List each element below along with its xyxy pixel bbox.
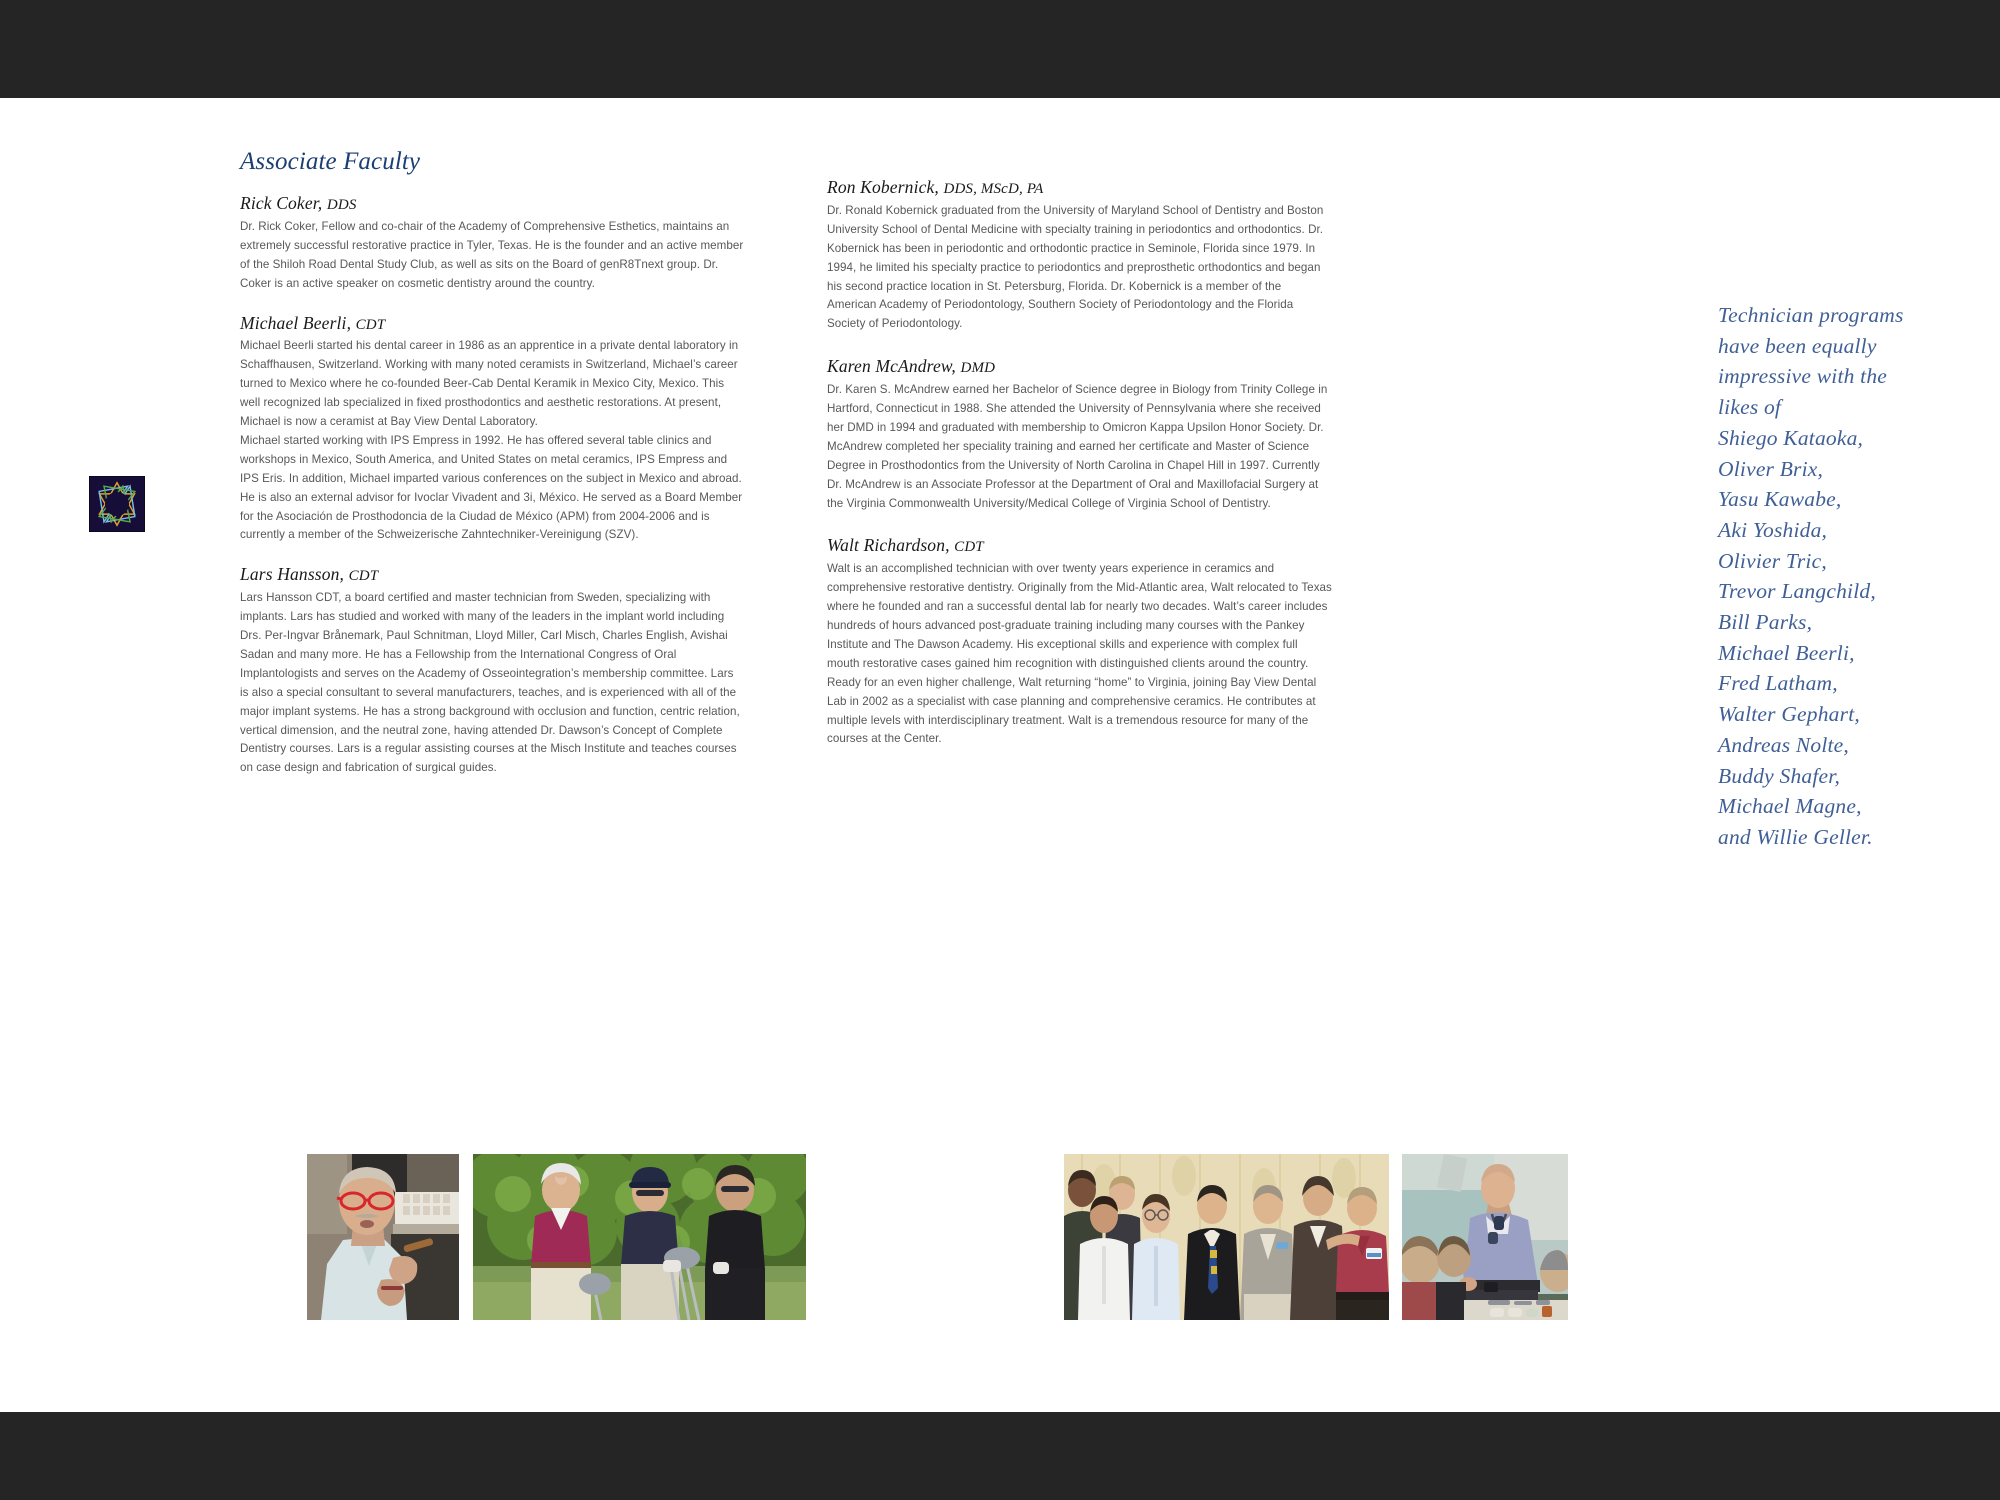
bio-karen-mcandrew xyxy=(827,356,1332,513)
bio-michael-beerli xyxy=(240,313,745,546)
photo-workshop-demo xyxy=(1402,1154,1568,1320)
bio-paragraph: Walt is an accomplished technician with over twenty years experience in ceramics and comprehensive restorative dentistry. Originally from the Mid-Atlantic area, Walt relocated to Texas where he founded and ran a successful dental lab for nearly two decades. Walt’s career includes hundreds of hours advanced post-graduate training including many courses with the Pankey Institute and The Dawson Academy. His exceptional skills and experience with complex full mouth restorative cases gained him recognition with distinguished clients around the country. Ready for an even higher challenge, Walt returning “home” to Virginia, joining Bay View Dental Lab in 2002 as a specialist with case planning and comprehensive ceramics. He contributes at multiple levels with interdisciplinary treatment. Walt is a tremendous resource for many of the courses at the Center. xyxy=(827,562,1332,746)
pullquote-name: Michael Beerli, xyxy=(1718,640,1855,665)
bio-name xyxy=(827,177,1332,199)
pullquote-line: likes of xyxy=(1718,395,1782,420)
pullquote-name: Olivier Tric, xyxy=(1718,548,1827,573)
bio-name xyxy=(240,193,745,215)
pullquote-name: Oliver Brix, xyxy=(1718,456,1824,481)
bio-name xyxy=(240,313,745,335)
bio-ron-kobernick xyxy=(827,177,1332,334)
bio-credentials: CDT xyxy=(954,539,984,556)
star-burst-logo xyxy=(89,476,145,532)
pullquote-name: and Willie Geller. xyxy=(1718,824,1873,849)
bio-credentials: DDS xyxy=(326,197,357,213)
bio-credentials: CDT xyxy=(355,316,386,333)
bio-credentials: DMD xyxy=(960,360,996,377)
bio-name xyxy=(827,535,1332,557)
bio-person-name: Walt Richardson, xyxy=(827,535,950,556)
bio-paragraph: Michael Beerli started his dental career in 1986 as an apprentice in a private dental laboratory in Schaffhausen, Switzerland. Working with many noted ceramists in Switzerland, Michael’s career turned to Mexico where he co-founded Beer-Cab Dental Keramik in Mexico City, Mexico. This well recognized lab specialized in fixed prosthodontics and aesthetic restorations. At present, Michael is now a ceramist at Bay View Dental Laboratory. xyxy=(240,339,739,428)
bio-person-name: Ron Kobernick, xyxy=(827,177,939,197)
bio-person-name: Michael Beerli, xyxy=(240,312,352,333)
pullquote-name: Buddy Shafer, xyxy=(1718,763,1841,788)
page-sheet xyxy=(0,98,2000,1412)
pullquote-line: have been equally xyxy=(1718,333,1877,358)
bio-credentials: CDT xyxy=(348,568,379,585)
bio-paragraph: Dr. Rick Coker, Fellow and co-chair of the Academy of Comprehensive Esthetics, maintains an extremely successful restorative practice in Tyler, Texas. He is the founder and an active member of the Shiloh Road Dental Study Club, as well as sits on the Board of genR8Tnext group. Dr. Coker is an active speaker on cosmetic dentistry around the country. xyxy=(240,219,744,290)
bio-body xyxy=(827,202,1332,334)
left-text-column xyxy=(240,148,745,778)
bio-walt-richardson xyxy=(827,535,1332,749)
bio-paragraph: Dr. Ronald Kobernick graduated from the University of Maryland School of Dentistry and Boston University School of Dental Medicine with specialty training in periodontics and orthodontics. Dr. Kobernick has been in periodontic and orthodontic practice in Seminole, Florida since 1979. In 1994, he limited his specialty practice to periodontics and preprosthetic orthodontics and began his second practice location in St. Petersburg, Florida. Dr. Kobernick is a member of the American Academy of Periodontology, Southern Society of Periodontology and the Florida Society of Periodontology. xyxy=(827,203,1324,331)
page-title: Associate Faculty xyxy=(240,148,421,175)
pullquote-name: Walter Gephart, xyxy=(1718,702,1860,727)
bio-rick-coker xyxy=(240,193,745,294)
bio-body xyxy=(240,589,745,778)
letterbox-top xyxy=(0,0,2000,98)
pullquote-name: Yasu Kawabe, xyxy=(1718,487,1842,512)
pullquote-name: Aki Yoshida, xyxy=(1718,517,1828,542)
pullquote-name: Andreas Nolte, xyxy=(1718,732,1849,757)
bio-paragraph: Michael started working with IPS Empress in 1992. He has offered several table clinics and workshops in Mexico, South America, and United States on metal ceramics, IPS Empress and IPS Eris. In addition, Michael imparted various conferences on the subject in Mexico and abroad. He is also an external advisor for Ivoclar Vivadent and 3i, México. He served as a Board Member for the Asociación de Prosthodoncia de la Ciudad de México (APM) from 2004-2006 and is currently a member of the Schweizerische Zahntechniker-Vereinigung (SZV). xyxy=(240,433,743,542)
bio-paragraph: Dr. Karen S. McAndrew earned her Bachelor of Science degree in Biology from Trinity College in Hartford, Connecticut in 1988. She attended the University of Pennsylvania where she received her DMD in 1994 and graduated with membership to Omicron Kappa Upsilon Honor Society. Dr. McAndrew completed her speciality training and earned her certificate and Master of Science Degree in Prosthodontics from the University of North Carolina in Chapel Hill in 1997. Currently Dr. McAndrew is an Associate Professor at the Department of Oral and Maxillofacial Surgery at the Virginia Commonwealth University/Medical College of Virginia School of Dentistry. xyxy=(827,383,1328,510)
bio-body xyxy=(240,337,745,545)
letterbox-bottom xyxy=(0,1412,2000,1500)
pullquote-name: Fred Latham, xyxy=(1718,671,1838,696)
pullquote-name: Shiego Kataoka, xyxy=(1718,425,1864,450)
bio-body xyxy=(827,381,1332,513)
bio-person-name: Karen McAndrew, xyxy=(827,356,956,377)
pullquote-name: Trevor Langchild, xyxy=(1718,579,1876,604)
pullquote xyxy=(1718,300,1953,853)
bio-person-name: Rick Coker, xyxy=(240,193,323,213)
photo-conference-group xyxy=(1064,1154,1389,1320)
bio-lars-hansson xyxy=(240,564,745,778)
bio-paragraph: Lars Hansson CDT, a board certified and master technician from Sweden, specializing with implants. Lars has studied and worked with many of the leaders in the implant world including Drs. Per-Ingvar Brånemark, Paul Schnitman, Lloyd Miller, Carl Misch, Charles English, Avishai Sadan and many more. He has a Fellowship from the International Congress of Oral Implantologists and serves on the Academy of Osseointegration’s membership committee. Lars is also a special consultant to several manufacturers, teaches, and is experienced with all of the major implant systems. He has a strong background with occlusion and function, centric relation, vertical dimension, and the neutral zone, having attended Dr. Dawson’s Concept of Complete Dentistry courses. Lars is a regular assisting courses at the Misch Institute and teaches courses on case design and fabrication of surgical guides. xyxy=(240,591,740,775)
pullquote-name: Michael Magne, xyxy=(1718,794,1862,819)
bio-body xyxy=(827,560,1332,749)
bio-name xyxy=(827,356,1332,378)
pullquote-line: impressive with the xyxy=(1718,364,1888,389)
bio-body xyxy=(240,218,745,294)
photo-coker-portrait xyxy=(307,1154,459,1320)
pullquote-name: Bill Parks, xyxy=(1718,610,1813,635)
bio-person-name: Lars Hansson, xyxy=(240,564,345,585)
pullquote-line: Technician programs xyxy=(1718,303,1904,327)
bio-credentials: DDS, MScD, PA xyxy=(943,181,1044,197)
bio-name xyxy=(240,564,745,586)
photo-golf-group xyxy=(473,1154,806,1320)
right-text-column xyxy=(827,177,1332,771)
